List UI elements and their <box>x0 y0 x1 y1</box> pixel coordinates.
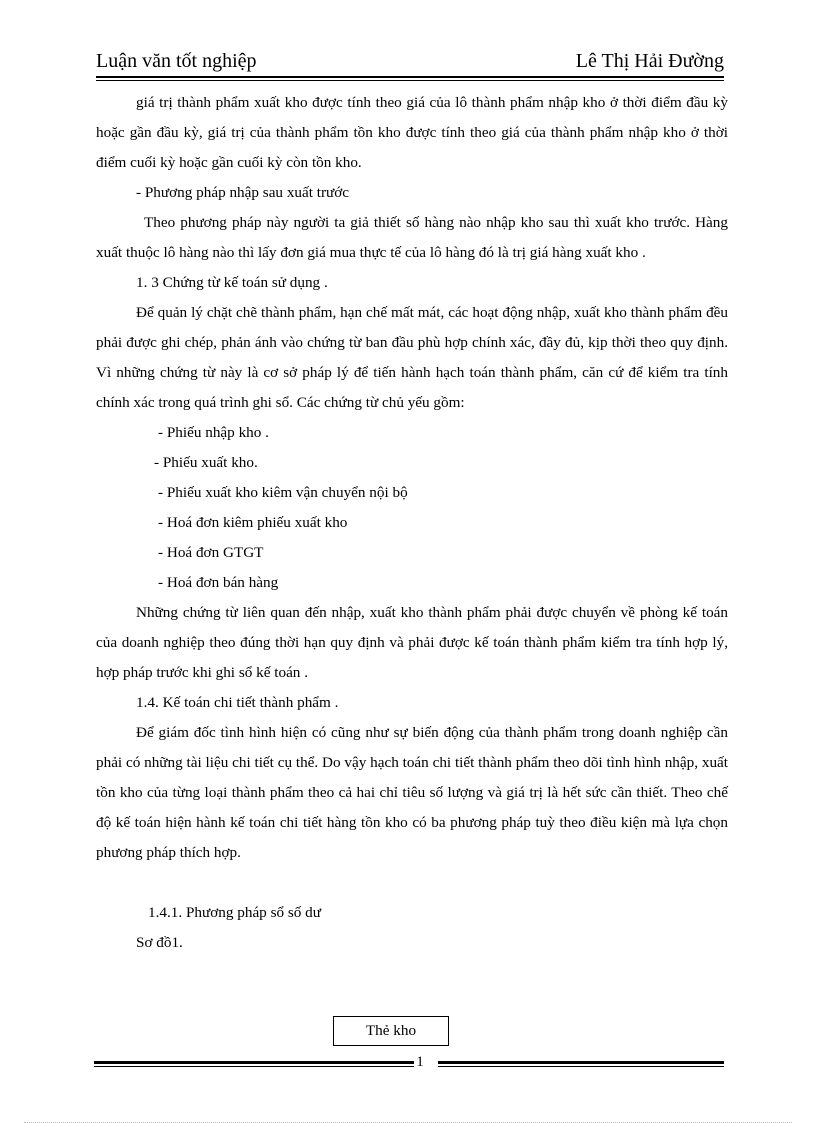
header-rule-thin <box>96 80 724 81</box>
list-item: - Hoá đơn GTGT <box>158 544 264 561</box>
diagram-caption: Sơ đồ1. <box>136 934 183 951</box>
list-item: - Hoá đơn bán hàng <box>158 574 279 591</box>
header-thesis-title: Luận văn tốt nghiệp <box>96 50 257 72</box>
list-item: - Phiếu nhập kho . <box>158 424 269 441</box>
section-heading-1-3: 1. 3 Chứng từ kế toán sử dụng . <box>136 274 328 291</box>
page-header <box>96 48 724 78</box>
list-item: - Hoá đơn kiêm phiếu xuất kho <box>158 514 348 531</box>
paragraph-documents-transfer: Những chứng từ liên quan đến nhập, xuất kho thành phẩm phải được chuyển về phòng kế toán của doanh nghiệp theo đúng thời hạn quy định và phải được kế toán thành phẩm kiểm tra tính hợp lý, hợp pháp trước khi ghi sổ kế toán . <box>96 604 728 681</box>
page-number: 1 <box>416 1054 424 1070</box>
blank-line <box>96 868 728 898</box>
paragraph-documents-intro: Để quản lý chặt chẽ thành phẩm, hạn chế mất mát, các hoạt động nhập, xuất kho thành phẩm đều phải được ghi chép, phản ánh vào chứng từ ban đầu phù hợp chính xác, đầy đủ, kịp thời theo quy định. Vì những chứng từ này là cơ sở pháp lý để tiến hành hạch toán thành phẩm, căn cứ để kiểm tra tính chính xác trong quá trình ghi sổ. Các chứng từ chủ yếu gồm: <box>96 304 728 411</box>
header-author: Lê Thị Hải Đường <box>575 50 724 72</box>
paragraph-fifo-continuation: giá trị thành phẩm xuất kho được tính theo giá của lô thành phẩm nhập kho ở thời điểm đầu kỳ hoặc gần đầu kỳ, giá trị của thành phẩm tồn kho được tính theo giá của thành phẩm nhập kho ở thời điểm cuối kỳ hoặc gần cuối kỳ còn tồn kho. <box>96 94 728 171</box>
header-rule-thick <box>96 76 724 78</box>
document-body <box>96 88 728 958</box>
section-heading-1-4-1: 1.4.1. Phương pháp sổ số dư <box>148 904 322 921</box>
footer-rule-left <box>94 1061 414 1067</box>
paragraph-detail-accounting: Để giám đốc tình hình hiện có cũng như sự biến động của thành phẩm trong doanh nghiệp cần phải có những tài liệu chi tiết cụ thể. Do vậy hạch toán chi tiết thành phẩm theo dõi tình hình nhập, xuất tồn kho của từng loại thành phẩm theo cả hai chỉ tiêu số lượng và giá trị là hết sức cần thiết. Theo chế độ kế toán hiện hành kế toán chi tiết hàng tồn kho có ba phương pháp tuỳ theo điều kiện mà lựa chọn phương pháp thích hợp. <box>96 724 728 861</box>
section-heading-1-4: 1.4. Kế toán chi tiết thành phẩm . <box>136 694 339 711</box>
diagram-box-stock-card: Thẻ kho <box>333 1016 449 1046</box>
list-item: - Phiếu xuất kho. <box>154 454 258 471</box>
documents-list <box>96 418 728 598</box>
heading-lifo-method: - Phương pháp nhập sau xuất trước <box>136 184 350 201</box>
footer-rule-right <box>438 1061 724 1067</box>
list-item: - Phiếu xuất kho kiêm vận chuyển nội bộ <box>158 484 408 501</box>
paragraph-lifo-description: Theo phương pháp này người ta giả thiết số hàng nào nhập kho sau thì xuất kho trước. Hàng xuất thuộc lô hàng nào thì lấy đơn giá mua thực tế của lô hàng đó là trị giá hàng xuất kho . <box>96 214 728 261</box>
